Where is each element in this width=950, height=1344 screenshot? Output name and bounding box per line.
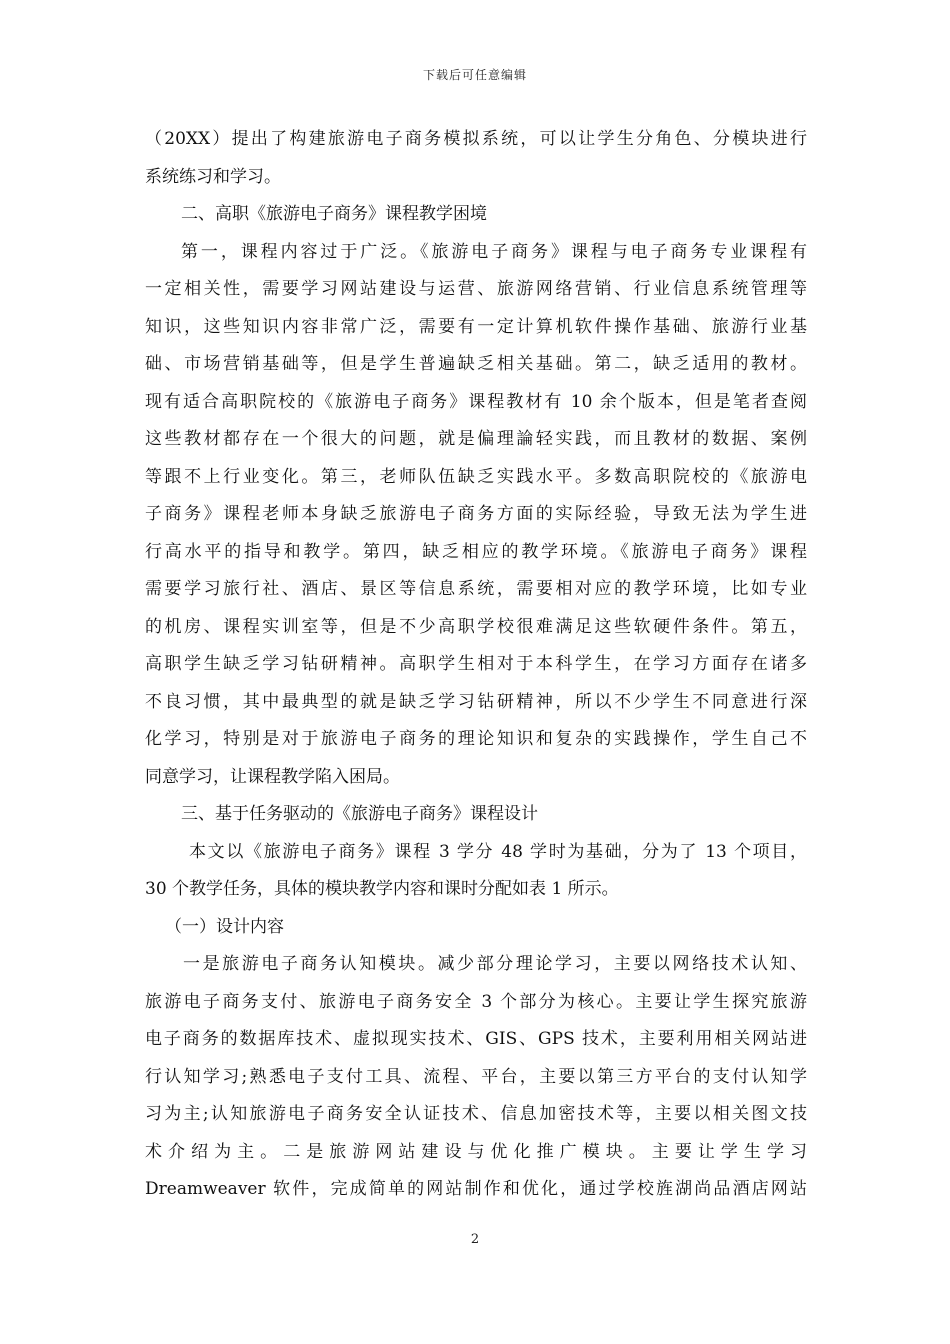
section-heading: 三、基于任务驱动的《旅游电子商务》课程设计 — [181, 804, 538, 824]
text-line: 现有适合高职院校的《旅游电子商务》课程教材有 10 余个版本，但是笔者查阅 — [145, 391, 807, 412]
text-line: 的机房、课程实训室等，但是不少高职学校很难满足这些软硬件条件。第五， — [145, 616, 807, 637]
text-line: Dreamweaver 软件，完成简单的网站制作和优化，通过学校旌湖尚品酒店网站 — [145, 1179, 807, 1199]
text-line: 知识，这些知识内容非常广泛，需要有一定计算机软件操作基础、旅游行业基 — [145, 316, 807, 337]
subsection-heading: （一）设计内容 — [165, 916, 284, 937]
section-heading: 二、高职《旅游电子商务》课程教学困境 — [181, 204, 487, 224]
document-body — [145, 121, 807, 1209]
text-line: （20XX）提出了构建旅游电子商务模拟系统，可以让学生分角色、分模块进行 — [145, 129, 807, 149]
text-line: 30 个教学任务，具体的模块教学内容和课时分配如表 1 所示。 — [145, 879, 619, 899]
text-line: 同意学习，让课程教学陷入困局。 — [145, 766, 400, 787]
text-line: 等跟不上行业变化。第三，老师队伍缺乏实践水平。多数高职院校的《旅游电 — [145, 466, 807, 487]
text-line: 础、市场营销基础等，但是学生普遍缺乏相关基础。第二，缺乏适用的教材。 — [145, 354, 807, 374]
text-line: 高职学生缺乏学习钻研精神。高职学生相对于本科学生，在学习方面存在诸多 — [145, 654, 807, 674]
text-line: 一定相关性，需要学习网站建设与运营、旅游网络营销、行业信息系统管理等 — [145, 279, 807, 299]
text-line: 术介绍为主。二是旅游网站建设与优化推广模块。主要让学生学习 — [145, 1141, 807, 1162]
text-line: 一是旅游电子商务认知模块。减少部分理论学习，主要以网络技术认知、 — [183, 954, 807, 974]
text-line: 习为主;认知旅游电子商务安全认证技术、信息加密技术等，主要以相关图文技 — [145, 1104, 807, 1124]
text-line: 这些教材都存在一个很大的问题，就是偏理論轻实践，而且教材的数据、案例 — [145, 429, 807, 449]
text-line: 需要学习旅行社、酒店、景区等信息系统，需要相对应的教学环境，比如专业 — [145, 579, 807, 599]
text-line: 系统练习和学习。 — [145, 166, 281, 187]
text-line: 电子商务的数据库技术、虚拟现实技术、GIS、GPS 技术，主要利用相关网站进 — [145, 1029, 807, 1049]
text-line: 旅游电子商务支付、旅游电子商务安全 3 个部分为核心。主要让学生探究旅游 — [145, 991, 807, 1012]
text-line: 不良习惯，其中最典型的就是缺乏学习钻研精神，所以不少学生不同意进行深 — [145, 691, 807, 712]
text-line: 行高水平的指导和教学。第四，缺乏相应的教学环境。《旅游电子商务》课程 — [145, 541, 807, 562]
text-line: 化学习，特别是对于旅游电子商务的理论知识和复杂的实践操作，学生自己不 — [145, 729, 807, 749]
text-line: 第一，课程内容过于广泛。《旅游电子商务》课程与电子商务专业课程有 — [181, 241, 807, 262]
page-header: 下载后可任意编辑 — [422, 68, 527, 82]
text-line: 行认知学习;熟悉电子支付工具、流程、平台，主要以第三方平台的支付认知学 — [145, 1066, 807, 1087]
page-number: 2 — [470, 1232, 480, 1247]
text-line: 本文以《旅游电子商务》课程 3 学分 48 学时为基础，分为了 13 个项目， — [189, 841, 807, 862]
text-line: 子商务》课程老师本身缺乏旅游电子商务方面的实际经验，导致无法为学生进 — [145, 504, 807, 524]
